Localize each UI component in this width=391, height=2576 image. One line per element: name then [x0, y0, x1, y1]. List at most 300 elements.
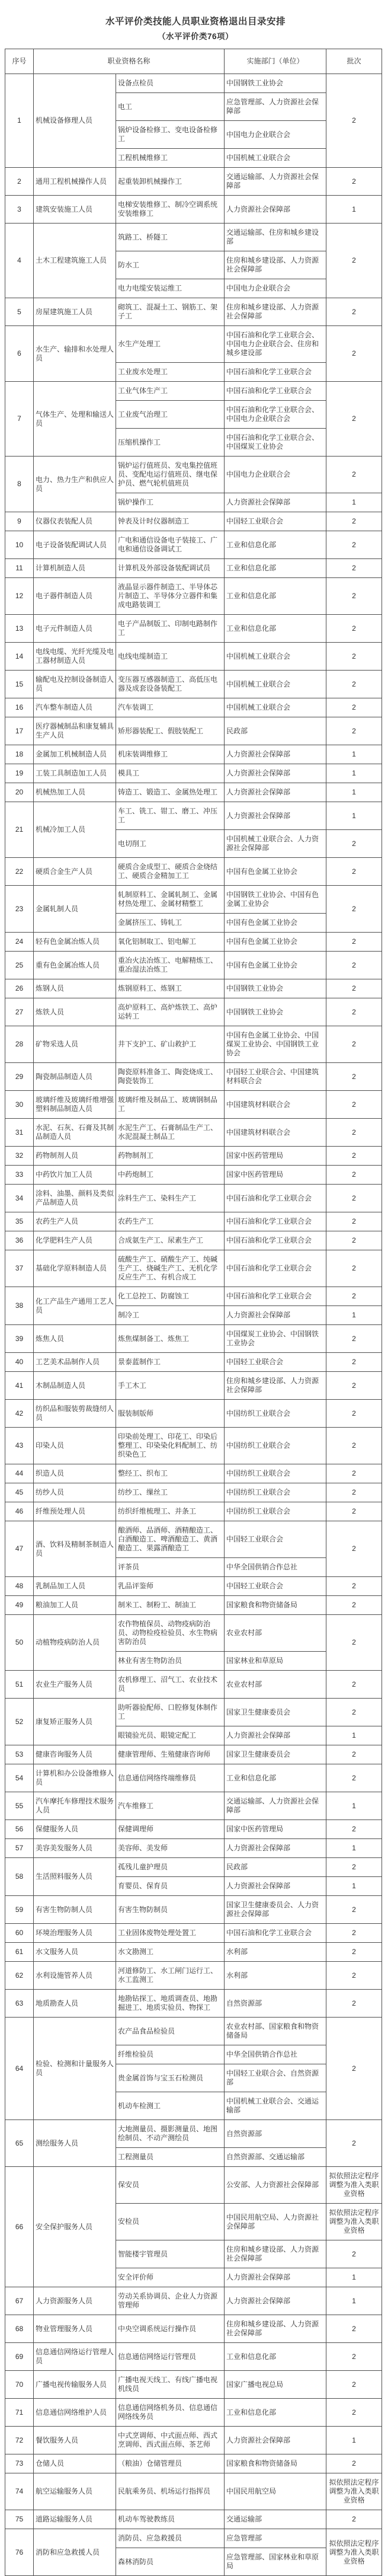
qualification-cell: 景泰蓝制作工	[116, 1353, 225, 1372]
category-cell: 涂料、油墨、颜料及类似产品制造人员	[34, 1185, 116, 1212]
batch-cell: 2	[326, 74, 382, 168]
batch-cell: 2	[326, 1119, 382, 1147]
category-cell: 工装工具制造加工人员	[34, 764, 116, 783]
seq-cell: 52	[5, 1699, 34, 1745]
batch-cell: 2	[326, 1502, 382, 1521]
table-row	[5, 1091, 382, 1119]
table-row	[5, 2529, 382, 2548]
batch-cell: 2	[326, 1400, 382, 1428]
seq-cell: 59	[5, 1896, 34, 1924]
category-cell: 计算机和办公设备维修人员	[34, 1764, 116, 1792]
seq-cell: 53	[5, 1745, 34, 1764]
seq-cell: 20	[5, 783, 34, 802]
batch-cell: 2	[326, 952, 382, 979]
qualification-cell: 纤维检验员	[116, 2045, 225, 2064]
table-row	[5, 1962, 382, 1990]
category-cell: 电线电缆、光纤光缆及电工器材制造人员	[34, 643, 116, 671]
seq-cell: 40	[5, 1353, 34, 1372]
seq-cell: 12	[5, 578, 34, 615]
qualification-cell: 大地测量员、摄影测量员、地图绘制员、不动产测绘员	[116, 2120, 225, 2148]
qualification-cell: 车工、铣工、钳工、磨工、冲压工	[116, 802, 225, 830]
department-cell: 中国有色金属工业协会	[225, 933, 326, 952]
qualification-cell: 健康管理师、生殖健康咨询师	[116, 1745, 225, 1764]
seq-cell: 17	[5, 717, 34, 745]
department-cell: 自然资源部	[225, 1990, 326, 2018]
qualification-cell: 水泥生产工、石膏制品生产工、水泥混凝土制品工	[116, 1119, 225, 1147]
qualification-cell: 乳品评鉴师	[116, 1577, 225, 1596]
seq-cell: 48	[5, 1577, 34, 1596]
table-row	[5, 933, 382, 952]
table-row	[5, 2510, 382, 2529]
qualification-cell: 汽车维修工	[116, 1792, 225, 1820]
table-row	[5, 698, 382, 717]
qualification-cell: 机床装调维修工	[116, 745, 225, 764]
seq-cell: 36	[5, 1231, 34, 1250]
seq-cell: 33	[5, 1166, 34, 1185]
batch-cell: 1	[326, 802, 382, 830]
department-cell: 中国轻工业联合会、中国建筑材料联合会	[225, 1063, 326, 1091]
table-row	[5, 512, 382, 531]
category-cell: 汽车摩托车修理技术服务人员	[34, 1792, 116, 1820]
table-row	[5, 1428, 382, 1464]
batch-cell: 拟依照法定程序调整为准入类职业资格	[326, 2529, 382, 2576]
department-cell: 中国机械工业联合会	[225, 643, 326, 671]
batch-cell: 1	[326, 745, 382, 764]
department-cell: 工业和信息化部	[225, 531, 326, 559]
department-cell: 中国建筑材料联合会	[225, 1091, 326, 1119]
department-cell: 中国建筑材料联合会	[225, 1119, 326, 1147]
seq-cell: 18	[5, 745, 34, 764]
table-row	[5, 382, 382, 401]
table-row	[5, 802, 382, 830]
category-cell: 地质勘查人员	[34, 1990, 116, 2018]
batch-cell: 1	[326, 493, 382, 512]
table-row	[5, 2454, 382, 2473]
seq-cell: 63	[5, 1990, 34, 2018]
category-cell: 气体生产、处理和输送人员	[34, 382, 116, 457]
seq-cell: 49	[5, 1596, 34, 1615]
department-cell: 住房和城乡建设部、人力资源社会保障部	[225, 251, 326, 279]
batch-cell: 2	[326, 578, 382, 615]
seq-cell: 54	[5, 1764, 34, 1792]
table-row	[5, 1400, 382, 1428]
department-cell: 中国电力企业联合会	[225, 457, 326, 493]
table-row	[5, 1166, 382, 1185]
seq-cell: 15	[5, 671, 34, 698]
department-cell: 中国轻工业联合会	[225, 512, 326, 531]
batch-cell: 2	[326, 1699, 382, 1726]
category-cell: 木制品制造人员	[34, 1372, 116, 1400]
category-cell: 道路运输服务人员	[34, 2510, 116, 2529]
qualification-cell: 信息通信网络机务员、信息通信网络线务员	[116, 2399, 225, 2427]
table-row	[5, 1792, 382, 1820]
table-row	[5, 1615, 382, 1652]
department-cell: 水利部	[225, 1943, 326, 1962]
table-row	[5, 717, 382, 745]
batch-cell: 2	[326, 1185, 382, 1212]
category-cell: 信息通信网络维护人员	[34, 2399, 116, 2427]
qualification-cell: 农产品食品检验员	[116, 2018, 225, 2045]
department-cell: 中国机械工业联合会	[225, 698, 326, 717]
category-cell: 农业生产服务人员	[34, 1671, 116, 1699]
department-cell: 中国石油和化学工业联合会、中国电力企业联合会、住房和城乡建设部	[225, 326, 326, 363]
qualification-cell: 河道修防工、水工闸门运行工、水工监测工	[116, 1962, 225, 1990]
seq-cell: 60	[5, 1924, 34, 1943]
category-cell: 动植物疫病防治人员	[34, 1615, 116, 1671]
department-cell: 中国石油和化学工业联合会	[225, 382, 326, 401]
category-cell: 广播电视传输服务人员	[34, 2371, 116, 2399]
department-cell: 应急管理部、人力资源社会保障部	[225, 93, 326, 121]
qualification-cell: 安全评价师	[116, 2268, 225, 2287]
category-cell: 测绘服务人员	[34, 2120, 116, 2167]
qualification-cell: 汽车装调工	[116, 698, 225, 717]
department-cell: 人力资源社会保障部	[225, 2427, 326, 2454]
seq-cell: 42	[5, 1400, 34, 1428]
department-cell: 国家卫生健康委员会	[225, 1699, 326, 1726]
qualification-cell: 劳动关系协调员、企业人力资源管理师	[116, 2287, 225, 2315]
batch-cell: 1	[326, 196, 382, 224]
qualification-cell: 金属挤压工、铸轧工	[116, 914, 225, 933]
batch-cell: 2	[326, 559, 382, 578]
department-cell: 中国钢铁工业协会、中国有色金属工业协会	[225, 886, 326, 914]
table-row	[5, 858, 382, 886]
department-cell: 国家中医药管理局	[225, 1820, 326, 1839]
department-cell: 中国民用航空局、人力资源社会保障部	[225, 2204, 326, 2240]
qualifications-table	[5, 49, 382, 2576]
qualification-cell: 计算机及外部设备装配调试员	[116, 559, 225, 578]
seq-cell: 14	[5, 643, 34, 671]
table-row	[5, 1147, 382, 1166]
department-cell: 中国轻工业联合会、自然资源部	[225, 2064, 326, 2092]
column-header-batch: 批次	[326, 49, 382, 74]
category-cell: 机械热加工人员	[34, 783, 116, 802]
batch-cell: 1	[326, 783, 382, 802]
batch-cell: 2	[326, 830, 382, 858]
department-cell: 中国有色金属工业协会	[225, 952, 326, 979]
batch-cell: 2	[326, 1896, 382, 1924]
seq-cell: 22	[5, 858, 34, 886]
table-row	[5, 1521, 382, 1558]
seq-cell: 19	[5, 764, 34, 783]
department-cell: 工业和信息化部	[225, 559, 326, 578]
department-cell: 中国机械工业联合会	[225, 149, 326, 168]
department-cell: 人力资源社会保障部	[225, 802, 326, 830]
seq-cell: 39	[5, 1325, 34, 1353]
seq-cell: 70	[5, 2371, 34, 2399]
table-row	[5, 2018, 382, 2045]
qualification-cell: 中式烹调师、中式面点师、西式烹调师、西式面点师、茶艺师	[116, 2427, 225, 2454]
seq-cell: 9	[5, 512, 34, 531]
seq-cell: 57	[5, 1839, 34, 1858]
table-row	[5, 1212, 382, 1231]
batch-cell: 2	[326, 1166, 382, 1185]
qualification-cell: 设备点检员	[116, 74, 225, 93]
page-subtitle: （水平评价类76项）	[157, 32, 234, 42]
seq-cell: 56	[5, 1820, 34, 1839]
qualification-cell: 砌筑工、混凝土工、钢筋工、架子工	[116, 298, 225, 326]
table-row	[5, 764, 382, 783]
seq-cell: 16	[5, 698, 34, 717]
seq-cell: 6	[5, 326, 34, 382]
category-cell: 水生产、输排和水处理人员	[34, 326, 116, 382]
table-row	[5, 671, 382, 698]
qualification-cell: 有害生物防制员	[116, 1896, 225, 1924]
department-cell: 中国石油和化学工业联合会	[225, 1924, 326, 1943]
batch-cell: 2	[326, 298, 382, 326]
category-cell: 炼铁人员	[34, 998, 116, 1026]
batch-cell: 1	[326, 764, 382, 783]
seq-cell: 7	[5, 382, 34, 457]
column-header-no: 序号	[5, 49, 34, 74]
department-cell: 自然资源部	[225, 2120, 326, 2148]
department-cell: 中国纺织工业联合会	[225, 1428, 326, 1464]
department-cell: 中国石油和化学工业联合会	[225, 1250, 326, 1287]
category-cell: 玻璃纤维及玻璃纤维增强塑料制品制造人员	[34, 1091, 116, 1119]
qualification-cell: 广播电视天线工、有线广播电视机线员	[116, 2371, 225, 2399]
batch-cell: 1	[326, 1877, 382, 1896]
category-cell: 餐饮服务人员	[34, 2427, 116, 2454]
qualification-cell: （粮油）仓储管理员	[116, 2454, 225, 2473]
qualification-cell: 工程测量员	[116, 2148, 225, 2167]
seq-cell: 68	[5, 2315, 34, 2343]
department-cell: 中国有色金属工业协会	[225, 914, 326, 933]
batch-cell: 拟依照法定程序调整为准入类职业资格	[326, 2473, 382, 2510]
qualification-cell: 农机修理工、沼气工、农业技术员	[116, 1671, 225, 1699]
batch-cell: 1	[326, 1726, 382, 1745]
batch-cell: 2	[326, 615, 382, 643]
batch-cell: 2	[326, 1287, 382, 1306]
batch-cell: 2	[326, 1521, 382, 1577]
category-cell: 电子设备装配调试人员	[34, 531, 116, 559]
seq-cell: 65	[5, 2120, 34, 2167]
seq-cell: 24	[5, 933, 34, 952]
qualification-cell: 中央空调系统运行操作员	[116, 2315, 225, 2343]
qualification-cell: 纺纱工、缫丝工	[116, 1483, 225, 1502]
qualification-cell: 森林消防员	[116, 2548, 225, 2576]
batch-cell: 2	[326, 1990, 382, 2018]
category-cell: 化学肥料生产人员	[34, 1231, 116, 1250]
table-row	[5, 998, 382, 1026]
qualification-cell: 酿酒师、品酒师、酒精酿造工、白酒酿造工、啤酒酿造工、黄酒酿造工、果露酒酿造工	[116, 1521, 225, 1558]
seq-cell: 5	[5, 298, 34, 326]
qualification-cell: 服装制版师	[116, 1400, 225, 1428]
category-cell: 健康咨询服务人员	[34, 1745, 116, 1764]
seq-cell: 43	[5, 1428, 34, 1464]
qualification-cell: 氧化铝制取工、铝电解工	[116, 933, 225, 952]
seq-cell: 72	[5, 2427, 34, 2454]
department-cell: 住房和城乡建设部、人力资源社会保障部	[225, 1372, 326, 1400]
seq-cell: 47	[5, 1521, 34, 1577]
department-cell: 工业和信息化部	[225, 615, 326, 643]
category-cell: 炼钢人员	[34, 979, 116, 998]
seq-cell: 55	[5, 1792, 34, 1820]
seq-cell: 51	[5, 1671, 34, 1699]
batch-cell: 2	[326, 1428, 382, 1464]
table-row	[5, 1943, 382, 1962]
batch-cell: 2	[326, 979, 382, 998]
batch-cell: 2	[326, 698, 382, 717]
department-cell: 工业和信息化部	[225, 2399, 326, 2427]
category-cell: 机械冷加工人员	[34, 802, 116, 858]
page-title: 水平评价类技能人员职业资格退出目录安排	[105, 17, 286, 27]
category-cell: 化工产品生产通用工艺人员	[34, 1287, 116, 1325]
department-cell: 住房和城乡建设部、人力资源社会保障部	[225, 298, 326, 326]
qualification-cell: 防水工	[116, 251, 225, 279]
qualification-cell: 矫形器装配工、假肢装配工	[116, 717, 225, 745]
qualification-cell: 高炉原料工、高炉炼铁工、高炉运转工	[116, 998, 225, 1026]
table-row	[5, 1372, 382, 1400]
qualification-cell: 工业固体废物处理处置工	[116, 1924, 225, 1943]
category-cell: 土木工程建筑施工人员	[34, 224, 116, 298]
batch-cell: 2	[326, 1212, 382, 1231]
category-cell: 电子元件制造人员	[34, 615, 116, 643]
qualification-cell: 眼镜验光员、眼镜定配工	[116, 1726, 225, 1745]
seq-cell: 25	[5, 952, 34, 979]
table-row	[5, 1896, 382, 1924]
qualification-cell: 助听器验配师、口腔修复体制作工	[116, 1699, 225, 1726]
table-row	[5, 979, 382, 998]
qualification-cell: 制冷工	[116, 1306, 225, 1325]
table-row	[5, 74, 382, 93]
batch-cell: 2	[326, 1483, 382, 1502]
batch-cell: 2	[326, 2371, 382, 2399]
batch-cell: 2	[326, 1858, 382, 1877]
qualification-cell: 电工	[116, 93, 225, 121]
category-cell: 乳制品加工人员	[34, 1577, 116, 1596]
category-cell: 美容美发服务人员	[34, 1839, 116, 1858]
category-cell: 水利设施管养人员	[34, 1962, 116, 1990]
department-cell: 人力资源社会保障部	[225, 745, 326, 764]
batch-cell: 2	[326, 671, 382, 698]
category-cell: 金属加工机械制造人员	[34, 745, 116, 764]
qualification-cell: 电力电缆安装运维工	[116, 279, 225, 298]
batch-cell: 2	[326, 933, 382, 952]
category-cell: 安全保护服务人员	[34, 2167, 116, 2287]
category-cell: 环境治理服务人员	[34, 1924, 116, 1943]
batch-cell: 2	[326, 1147, 382, 1166]
qualification-cell: 陶瓷原料准备工、陶瓷烧成工、陶瓷装饰工	[116, 1063, 225, 1091]
category-cell: 织造人员	[34, 1464, 116, 1483]
seq-cell: 8	[5, 457, 34, 512]
department-cell: 自然资源部、交通运输部	[225, 2148, 326, 2167]
category-cell: 检验、检测和计量服务人员	[34, 2018, 116, 2120]
batch-cell: 2	[326, 1464, 382, 1483]
column-header-name: 职业资格名称	[34, 49, 225, 74]
department-cell: 中国纺织工业联合会	[225, 1464, 326, 1483]
qualification-cell: 纺织纤维梳理工、并条工	[116, 1502, 225, 1521]
department-cell: 人力资源社会保障部	[225, 2268, 326, 2287]
qualification-cell: 重冶火法冶炼工、电解精炼工、重冶湿法冶炼工	[116, 952, 225, 979]
qualification-cell: 贵金属首饰与宝玉石检测员	[116, 2064, 225, 2092]
qualification-cell: 电子产品制版工、印制电路制作工	[116, 615, 225, 643]
qualification-cell: 硫酸生产工、硝酸生产工、纯碱生产工、烧碱生产工、无机化学反应生产工、有机合成工	[116, 1250, 225, 1287]
qualification-cell: 液晶显示器件制造工、半导体芯片制造工、半导体分立器件和集成电路装调工	[116, 578, 225, 615]
department-cell: 工业和信息化部	[225, 578, 326, 615]
category-cell: 炼焦人员	[34, 1325, 116, 1353]
category-cell: 汽车整车制造人员	[34, 698, 116, 717]
category-cell: 航空运输服务人员	[34, 2473, 116, 2510]
table-row	[5, 1671, 382, 1699]
department-cell: 国家卫生健康委员会、人力资源社会保障部	[225, 1896, 326, 1924]
qualification-cell: 筑路工、桥隧工	[116, 224, 225, 251]
qualification-cell: 钟表及计时仪器制造工	[116, 512, 225, 531]
category-cell: 计算机制造人员	[34, 559, 116, 578]
department-cell: 中国石油和化学工业联合会	[225, 1287, 326, 1306]
batch-cell: 2	[326, 2399, 382, 2427]
qualification-cell: 机动车驾驶教练员	[116, 2510, 225, 2529]
seq-cell: 67	[5, 2287, 34, 2315]
qualification-cell: 整经工、织布工	[116, 1464, 225, 1483]
department-cell: 公安部、人力资源社会保障部	[225, 2167, 326, 2204]
category-cell: 酒、饮料及精制茶制造人员	[34, 1521, 116, 1577]
table-row	[5, 2427, 382, 2454]
seq-cell: 10	[5, 531, 34, 559]
seq-cell: 27	[5, 998, 34, 1026]
department-cell: 中华全国供销合作总社	[225, 1558, 326, 1577]
category-cell: 消防和应急救援人员	[34, 2529, 116, 2576]
category-cell: 建筑安装施工人员	[34, 196, 116, 224]
department-cell: 交通运输部、住房和城乡建设部	[225, 224, 326, 251]
table-row	[5, 457, 382, 493]
department-cell: 中国钢铁工业协会	[225, 74, 326, 93]
seq-cell: 76	[5, 2529, 34, 2576]
department-cell: 中国有色金属工业协会	[225, 858, 326, 886]
department-cell: 中华全国供销合作总社	[225, 2045, 326, 2064]
department-cell: 人力资源社会保障部	[225, 764, 326, 783]
department-cell: 中国石油和化学工业联合会、中国电力企业联合会	[225, 401, 326, 429]
seq-cell: 71	[5, 2399, 34, 2427]
department-cell: 人力资源社会保障部	[225, 1839, 326, 1858]
category-cell: 陶瓷制品制造人员	[34, 1063, 116, 1091]
qualification-cell: 变压器互感器制造工、高低压电器及成套设备装配工	[116, 671, 225, 698]
department-cell: 工业和信息化部	[225, 1764, 326, 1792]
category-cell: 纺织品和服装剪裁缝纫人员	[34, 1400, 116, 1428]
department-cell: 中国机械工业联合会	[225, 671, 326, 698]
category-cell: 输配电及控制设备制造人员	[34, 671, 116, 698]
qualification-cell: 压缩机操作工	[116, 429, 225, 457]
table-row	[5, 615, 382, 643]
batch-cell: 2	[326, 382, 382, 457]
qualification-cell: 民航乘务员、机场运行指挥员	[116, 2473, 225, 2510]
qualification-cell: 印染前处理工、印花工、印染后整理工、印染染化料配制工、纺织染色工	[116, 1428, 225, 1464]
batch-cell: 2	[326, 1250, 382, 1287]
category-cell: 仪器仪表装配人员	[34, 512, 116, 531]
qualification-cell: 消防员、应急救援员	[116, 2529, 225, 2548]
batch-cell: 2	[326, 1353, 382, 1372]
seq-cell: 30	[5, 1091, 34, 1119]
table-row	[5, 1483, 382, 1502]
department-cell: 民政部	[225, 1858, 326, 1877]
seq-cell: 35	[5, 1212, 34, 1231]
batch-cell: 2	[326, 1943, 382, 1962]
batch-cell: 2	[326, 2120, 382, 2167]
table-row	[5, 298, 382, 326]
department-cell: 民政部	[225, 717, 326, 745]
seq-cell: 61	[5, 1943, 34, 1962]
table-row	[5, 2315, 382, 2343]
department-cell: 人力资源社会保障部	[225, 1726, 326, 1745]
qualification-cell: 水生产处理工	[116, 326, 225, 363]
department-cell: 国家中医药管理局	[225, 1166, 326, 1185]
category-cell: 重有色金属冶炼人员	[34, 952, 116, 979]
department-cell: 国家中医药管理局	[225, 1147, 326, 1166]
category-cell: 硬质合金生产人员	[34, 858, 116, 886]
batch-cell: 2	[326, 1962, 382, 1990]
category-cell: 生活照料服务人员	[34, 1858, 116, 1896]
qualification-cell: 硬质合金成型工、硬质合金烧结工、硬质合金精加工工	[116, 858, 225, 886]
seq-cell: 69	[5, 2343, 34, 2371]
department-cell: 中国纺织工业联合会	[225, 1483, 326, 1502]
